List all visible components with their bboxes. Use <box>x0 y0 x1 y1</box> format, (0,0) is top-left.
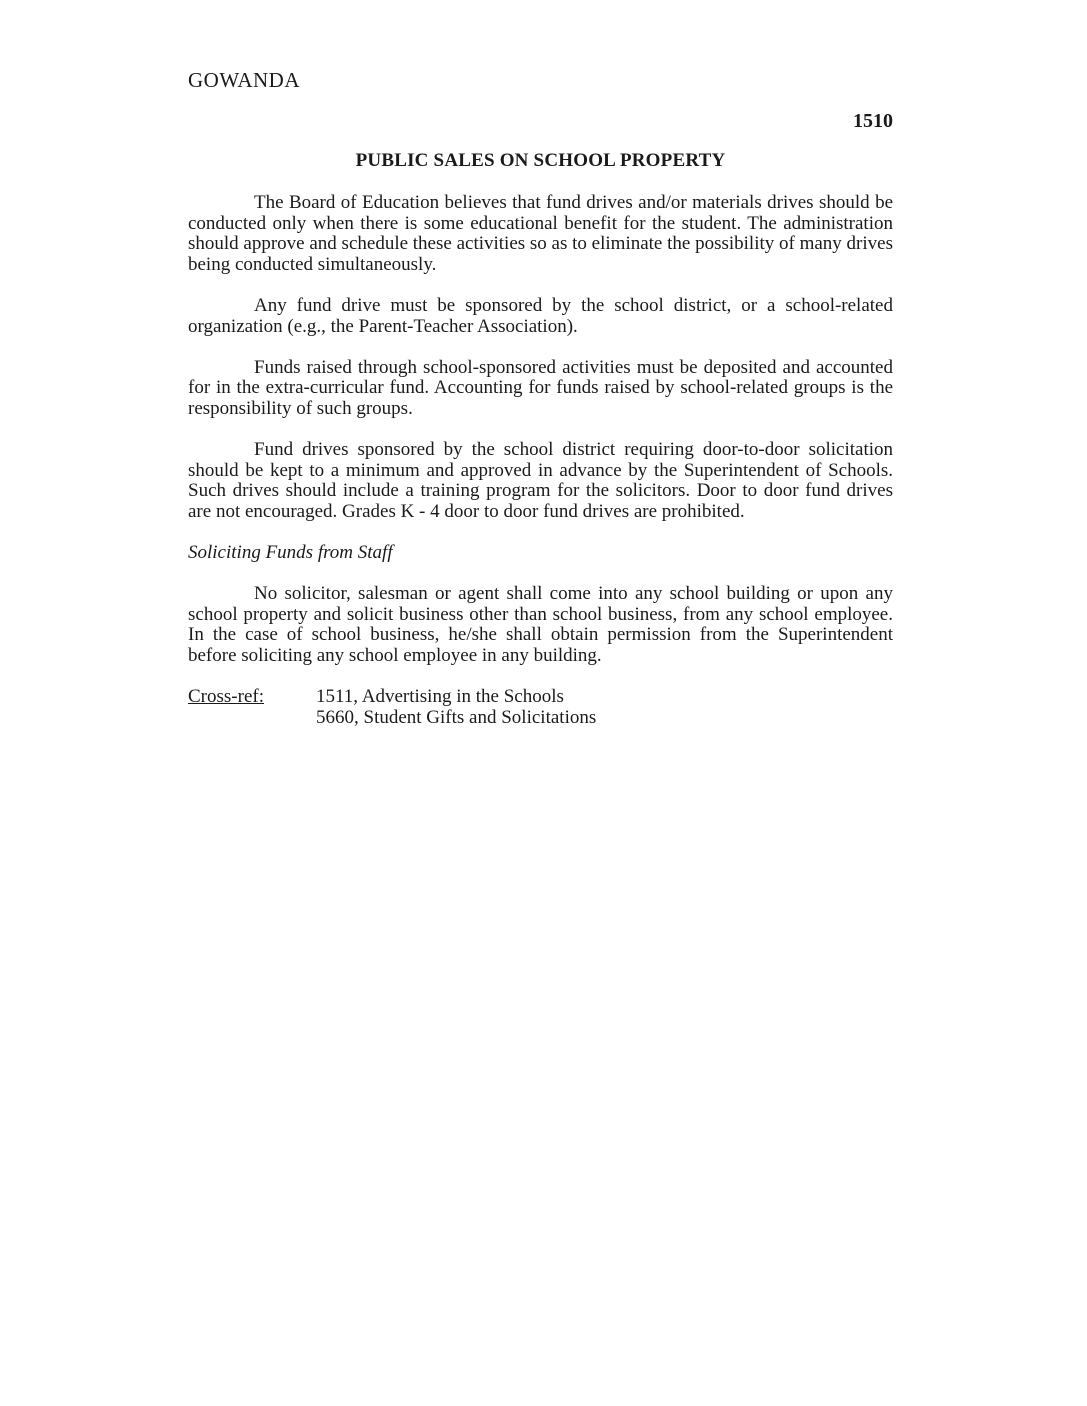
policy-title: PUBLIC SALES ON SCHOOL PROPERTY <box>355 150 726 171</box>
paragraph-soliciting-staff: No solicitor, salesman or agent shall come into any school building or upon any school property and solicit business other than school business, from any school employee. In the case of school business, he/she shall obtain permission from the Superintendent before soliciting any school employee in any building. <box>188 583 893 667</box>
paragraph-door-to-door: Fund drives sponsored by the school district requiring door-to-door solicitation should be kept to a minimum and approved in advance by the Superintendent of Schools. Such drives should include a training program for the solicitors. Door to door fund drives are not encouraged. Grades K - 4 door to door fund drives are prohibited. <box>188 439 893 522</box>
policy-body <box>188 193 893 728</box>
section-heading: Soliciting Funds from Staff <box>188 542 393 564</box>
paragraph-purpose: The Board of Education believes that fund drives and/or materials drives should be conducted only when there is some educational benefit for the student. The administration should approve and schedule these activities so as to eliminate the possibility of many drives being conducted simultaneously. <box>188 192 893 275</box>
district-name: GOWANDA <box>188 68 300 92</box>
cross-reference-item: 5660, Student Gifts and Solicitations <box>316 706 597 728</box>
policy-number: 1510 <box>853 110 893 132</box>
cross-reference-item: 1511, Advertising in the Schools <box>316 686 564 708</box>
paragraph-sponsorship: Any fund drive must be sponsored by the school district, or a school-related organization (e.g., the Parent-Teacher Association). <box>188 294 893 337</box>
cross-reference-list <box>316 687 596 728</box>
paragraph-accounting: Funds raised through school-sponsored activities must be deposited and accounted for in the extra-curricular fund. Accounting for funds raised by school-related groups is the responsibility of such groups. <box>188 356 893 419</box>
cross-reference <box>188 687 893 728</box>
cross-reference-label: Cross-ref: <box>188 686 264 708</box>
